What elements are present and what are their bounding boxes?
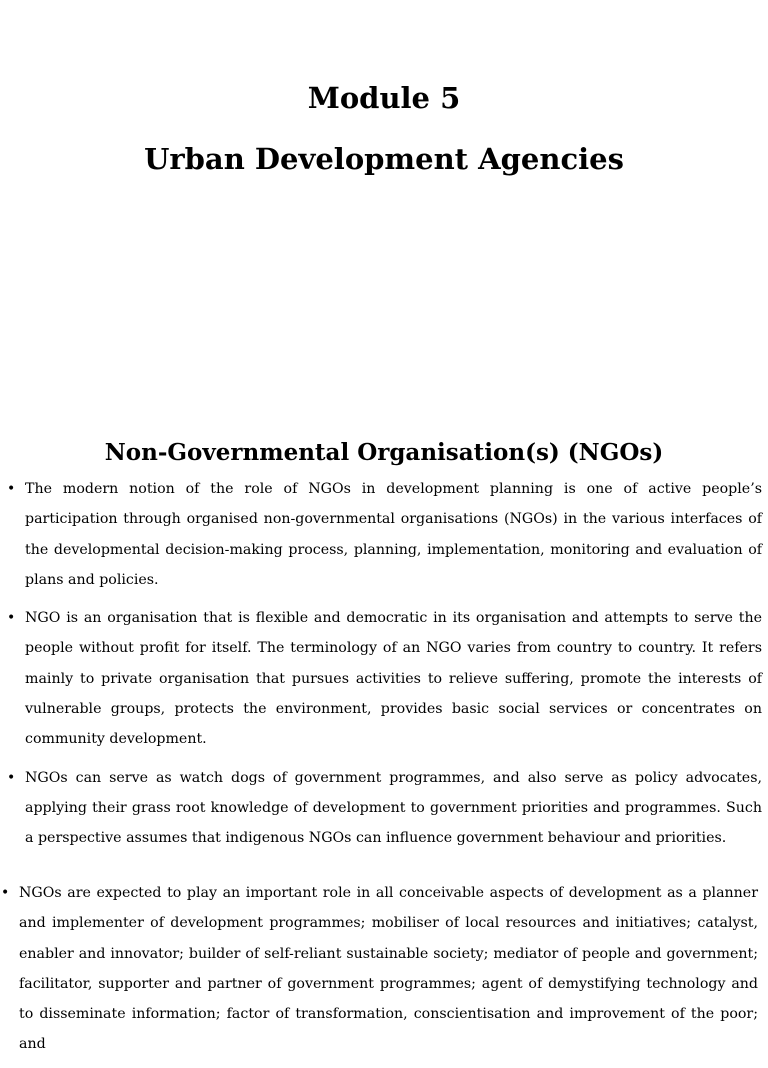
bullet-text: NGOs are expected to play an important role in all conceivable aspects of development as a planner and implementer of development programmes; mobiliser of local resources and initiatives; catalyst, enabler and innovator; builder of self-reliant sustainable society; mediator of people and government; facilitator, supporter and partner of government programmes; agent of demystifying technology and to disseminate information; factor of transformation, conscientisation and improvement of the poor; and bbox=[19, 885, 758, 1053]
module-title: Module 5 bbox=[307, 81, 461, 115]
list-item bbox=[7, 474, 762, 595]
section-heading: Non-Governmental Organisation(s) (NGOs) bbox=[104, 439, 664, 466]
bullet-icon: • bbox=[7, 481, 16, 497]
bullet-icon: • bbox=[1, 885, 10, 901]
bullet-icon: • bbox=[7, 769, 16, 786]
list-item bbox=[1, 878, 758, 1060]
list-item bbox=[7, 763, 762, 854]
bullet-text: The modern notion of the role of NGOs in development planning is one of active people’s participation through organised non-governmental organisations (NGOs) in the various interfaces of the developmental decision-making process, planning, implementation, monitoring and evaluation of plans and policies. bbox=[25, 481, 762, 588]
ngo-bullet-list bbox=[7, 474, 762, 862]
module-subtitle: Urban Development Agencies bbox=[144, 142, 624, 176]
ngo-bullet-list-continued bbox=[1, 878, 758, 1068]
bullet-icon: • bbox=[7, 610, 16, 627]
bullet-text: NGOs can serve as watch dogs of government programmes, and also serve as policy advocates, applying their grass root knowledge of development to government priorities and programmes. Such a perspective assumes that indigenous NGOs can influence government behaviour and priorities. bbox=[25, 769, 762, 847]
list-item bbox=[7, 603, 762, 754]
bullet-text: NGO is an organisation that is flexible and democratic in its organisation and attempts to serve the people without profit for itself. The terminology of an NGO varies from country to country. It refers mainly to private organisation that pursues activities to relieve suffering, promote the interests of vulnerable groups, protects the environment, provides basic social services or concentrates on community development. bbox=[25, 610, 762, 748]
